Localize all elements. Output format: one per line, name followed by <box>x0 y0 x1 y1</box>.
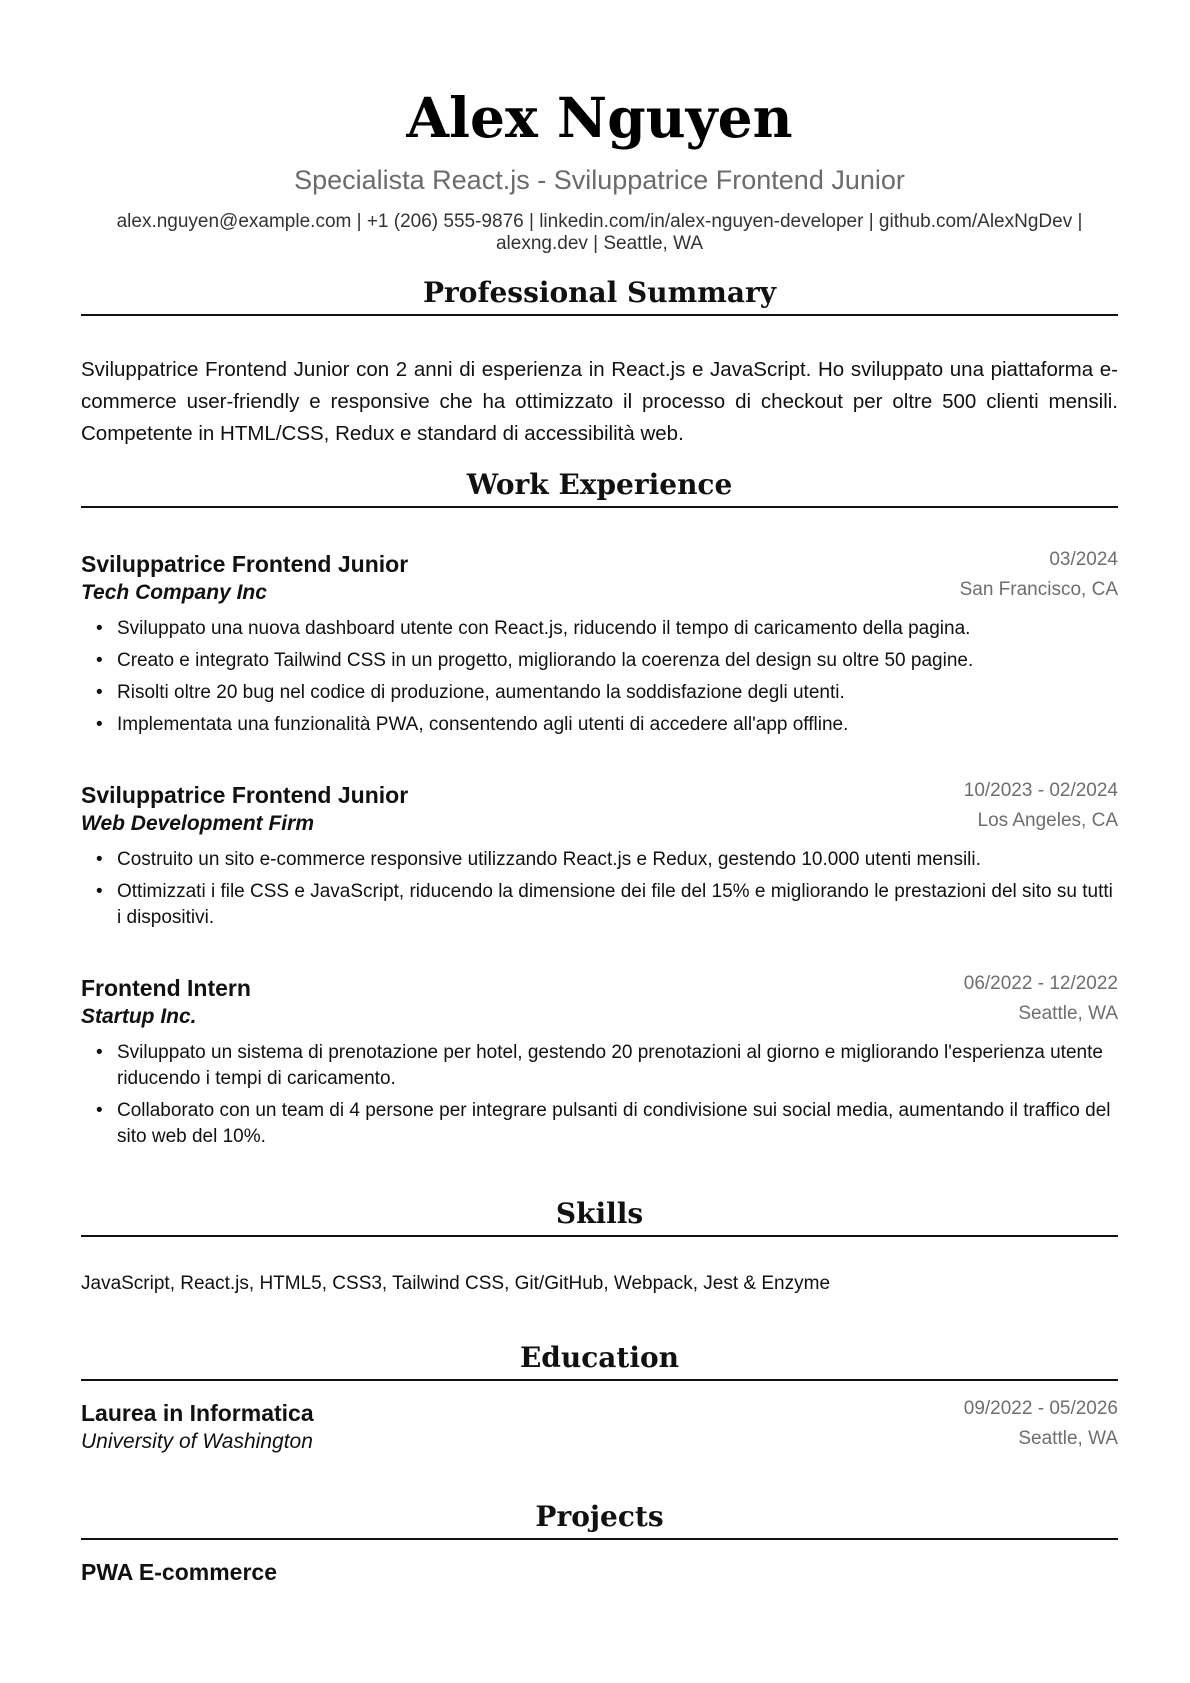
list-item: • Risolti oltre 20 bug nel codice di produzione, aumentando la soddisfazione degli utenti. <box>81 680 1118 706</box>
job-location: Seattle, WA <box>1018 1003 1118 1024</box>
education-location: Seattle, WA <box>1018 1428 1118 1449</box>
job-company: Tech Company Inc <box>81 581 267 604</box>
education-date: 09/2022 - 05/2026 <box>963 1398 1118 1419</box>
list-item: • Ottimizzati i file CSS e JavaScript, riducendo la dimensione dei file del 15% e migliorando le prestazioni del sito su tutti i dispositivi. <box>96 881 1113 928</box>
education-subheader <box>81 1428 1118 1458</box>
contact-info <box>81 211 1118 255</box>
bullet-icon: • <box>96 1100 103 1121</box>
project-header <box>81 1557 1118 1587</box>
job-bullets <box>81 1040 1118 1156</box>
job-title: Sviluppatrice Frontend Junior <box>81 782 409 808</box>
bullet-icon: • <box>96 650 103 671</box>
section-title-experience: Work Experience <box>466 468 733 501</box>
job-title: Sviluppatrice Frontend Junior <box>81 551 409 577</box>
job-header <box>81 973 1118 1003</box>
list-item: • Sviluppato una nuova dashboard utente con React.js, riducendo il tempo di caricamento della pagina. <box>81 616 1118 642</box>
section-title-skills: Skills <box>555 1197 644 1230</box>
section-divider <box>81 1379 1118 1381</box>
education-header <box>81 1398 1118 1428</box>
job-header <box>81 549 1118 579</box>
candidate-name: Alex Nguyen <box>406 85 793 150</box>
section-title-summary: Professional Summary <box>422 276 777 309</box>
section-divider <box>81 506 1118 508</box>
project-title: PWA E-commerce <box>81 1559 277 1585</box>
list-item: • Collaborato con un team di 4 persone per integrare pulsanti di condivisione sui social media, aumentando il traffico del sito web del 10%. <box>96 1100 1111 1147</box>
list-item: • Implementata una funzionalità PWA, consentendo agli utenti di accedere all'app offline. <box>81 712 1118 738</box>
job-date: 03/2024 <box>1049 549 1118 570</box>
list-item: • Creato e integrato Tailwind CSS in un progetto, migliorando la coerenza del design su oltre 50 pagine. <box>81 648 1118 674</box>
list-item: • Costruito un sito e-commerce responsive utilizzando React.js e Redux, gestendo 10.000 utenti mensili. <box>81 847 1118 873</box>
bullet-icon: • <box>96 849 103 870</box>
contact-line-2: alexng.dev | Seattle, WA <box>495 233 703 254</box>
job-location: San Francisco, CA <box>959 579 1118 600</box>
summary-text: Sviluppatrice Frontend Junior con 2 anni di esperienza in React.js e JavaScript. Ho sviluppato una piattaforma e-commerce user-friendly e responsive che ha ottimizzato il processo di checkout per oltre 500 clienti mensili. Competente in HTML/CSS, Redux e standard di accessibilità web. <box>81 358 1118 445</box>
job-date: 10/2023 - 02/2024 <box>963 780 1118 801</box>
job-bullets <box>81 616 1118 744</box>
section-title-education: Education <box>519 1341 680 1374</box>
job-subheader <box>81 810 1118 840</box>
section-divider <box>81 1235 1118 1237</box>
section-title-projects: Projects <box>535 1500 664 1533</box>
bullet-icon: • <box>96 682 103 703</box>
education-school: University of Washington <box>81 1430 313 1453</box>
bullet-icon: • <box>96 1042 103 1063</box>
candidate-headline: Specialista React.js - Sviluppatrice Frontend Junior <box>294 165 905 195</box>
job-subheader <box>81 1003 1118 1033</box>
job-title: Frontend Intern <box>81 975 251 1001</box>
bullet-icon: • <box>96 881 103 902</box>
list-item: • Sviluppato un sistema di prenotazione per hotel, gestendo 20 prenotazioni al giorno e migliorando l'esperienza utente riducendo i tempi di caricamento. <box>96 1042 1103 1089</box>
bullet-icon: • <box>96 714 103 735</box>
job-location: Los Angeles, CA <box>977 810 1118 831</box>
job-company: Startup Inc. <box>81 1005 197 1028</box>
contact-line-1: alex.nguyen@example.com | +1 (206) 555-9876 | linkedin.com/in/alex-nguyen-developer | github.com/AlexNgDev | <box>116 211 1083 232</box>
job-company: Web Development Firm <box>81 812 314 835</box>
job-date: 06/2022 - 12/2022 <box>963 973 1118 994</box>
job-bullets <box>81 847 1118 937</box>
education-degree: Laurea in Informatica <box>81 1400 314 1426</box>
job-header <box>81 780 1118 810</box>
skills-list: JavaScript, React.js, HTML5, CSS3, Tailwind CSS, Git/GitHub, Webpack, Jest & Enzyme <box>81 1273 831 1294</box>
section-divider <box>81 1538 1118 1540</box>
section-divider <box>81 314 1118 316</box>
job-subheader <box>81 579 1118 609</box>
bullet-icon: • <box>96 618 103 639</box>
